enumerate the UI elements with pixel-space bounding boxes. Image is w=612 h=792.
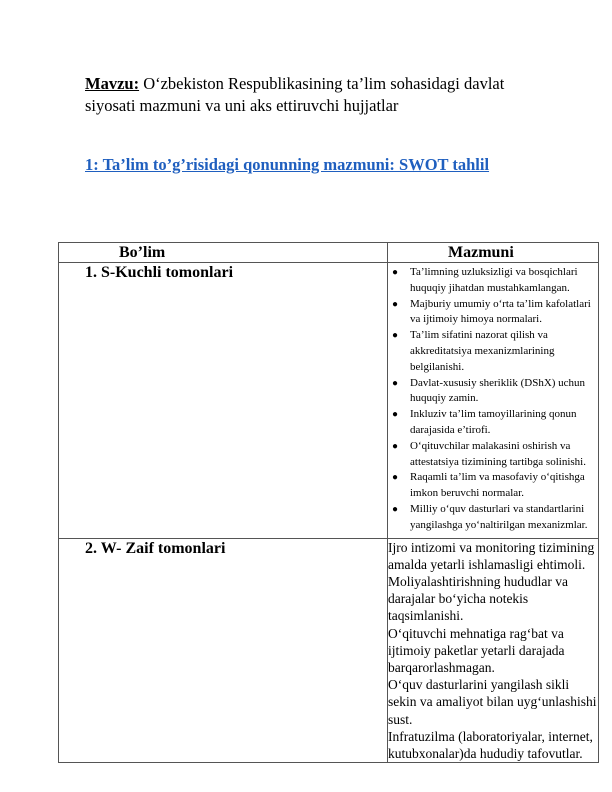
- weakness-line: Ijro intizomi va monitoring tizimining amalda yetarli ishlamasligi ehtimoli.: [388, 539, 595, 572]
- list-item: ● Inkluziv ta’lim tamoyillarining qonun darajasida e’tirofi.: [392, 408, 577, 436]
- list-item: ● Majburiy umumiy o‘rta ta’lim kafolatlari va ijtimoiy himoya normalari.: [392, 297, 591, 326]
- document-topic: [85, 73, 555, 117]
- bullet-icon: ●: [392, 440, 399, 452]
- bullet-icon: ●: [392, 503, 399, 515]
- topic-label: Mavzu:: [85, 74, 140, 93]
- column-header-section: Bo’lim: [59, 243, 388, 263]
- bullet-icon: ●: [392, 267, 399, 278]
- table-row-weaknesses: [59, 538, 599, 763]
- list-item: ● Raqamli ta’lim va masofaviy o‘qitishga imkon beruvchi normalar.: [392, 471, 585, 500]
- weakness-line: O‘quv dasturlarini yangilash sikli sekin va amaliyot bilan uyg‘unlashishi sust.: [388, 677, 597, 727]
- bullet-icon: ●: [392, 330, 399, 342]
- list-item: ● Ta’lim sifatini nazorat qilish va akkreditatsiya mexanizmlarining belgilanishi.: [392, 329, 555, 373]
- list-item: ● O‘qituvchilar malakasini oshirish va attestatsiya tizimining tartibga solinishi.: [392, 439, 586, 468]
- table-header-row: [59, 243, 599, 263]
- bullet-icon: ●: [392, 409, 399, 421]
- bullet-icon: ●: [392, 377, 399, 389]
- weaknesses-label: 2. W- Zaif tomonlari: [59, 538, 388, 763]
- weakness-line: Infratuzilma (laboratoriyalar, internet, kutubxonalar)da hududiy tafovutlar.: [388, 728, 593, 761]
- list-item: ● Ta’limning uzluksizligi va bosqichlari huquqiy jihatdan mustahkamlangan.: [392, 266, 578, 294]
- strengths-label: 1. S-Kuchli tomonlari: [59, 263, 388, 539]
- topic-text: O‘zbekiston Respublikasining ta’lim sohasidagi davlat siyosati mazmuni va uni aks ettiruvchi hujjatlar: [85, 74, 505, 115]
- list-item: ● Milliy o‘quv dasturlari va standartlarini yangilashga yo‘naltirilgan mexanizmlar.: [392, 502, 588, 531]
- strengths-list: [388, 265, 598, 534]
- column-header-content: Mazmuni: [388, 243, 599, 263]
- section-heading: 1: Ta’lim to’g’risidagi qonunning mazmuni: SWOT tahlil: [85, 155, 490, 174]
- strengths-content: [388, 263, 599, 539]
- list-item: ● Davlat-xususiy sheriklik (DShX) uchun huquqiy zamin.: [392, 376, 586, 405]
- weaknesses-content: [388, 538, 599, 763]
- table-row-strengths: [59, 263, 599, 539]
- weakness-line: O‘qituvchi mehnatiga rag‘bat va ijtimoiy paketlar yetarli darajada barqarorlashmagan.: [388, 625, 565, 675]
- bullet-icon: ●: [392, 298, 399, 310]
- weakness-line: Moliyalashtirishning hududlar va darajalar bo‘yicha notekis taqsimlanishi.: [388, 573, 568, 624]
- swot-table: [58, 242, 599, 763]
- bullet-icon: ●: [392, 472, 399, 484]
